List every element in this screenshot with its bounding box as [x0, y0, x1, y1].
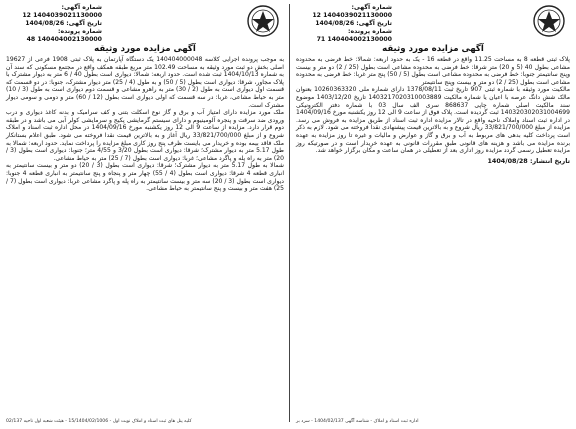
notice-number: شماره آگهی: 1404039021130000 12	[22, 4, 102, 19]
notice-title: آگهی مزایده مورد وثیقه	[382, 44, 484, 54]
notice-date: تاریخ آگهی: 1404/08/26	[25, 20, 102, 27]
emblem-icon	[532, 4, 566, 38]
notice-paragraph: شمالا به طول 5.17 متر به دیوار مشترک؛ شرقا: دیواری است بطول (3 / 20) دو متر و بیست سانتیمتر به انباری قطعه 4 شرقا: دیواری است بطول (4 / 55) چهار متر و پنجاه و پنج سانتیمتر به انباری قطعه 4 جنوبا: دیواری است بطول (3 / 20) سه متر و بیست سانتیمتر به راه پله و پاگرد مشاعی غربا: دیواری است بطول (7 / 25) هفت متر و بیست و پنج سانتیمتر به حیاط مشاعی.	[6, 162, 284, 193]
notice-date: تاریخ آگهی: 1404/08/26	[315, 20, 392, 27]
notice-body	[296, 56, 570, 155]
notice-paragraph: ملک مورد مزایده دارای امتیاز آب و برق و گاز نوع اسکلت بتنی و کف سرامیک و بدنه کاغذ دیواری و درب ورودی ضد سرقت و پنجره آلومینیوم و دارای سیستم گرمایشی پکیج و سرمایشی کولر آبی می باشد و در طبقه دوم قرار دارد. مزایده از ساعت 9 الی 12 روز یکشنبه مورخ 1404/09/16 در محل اداره ثبت اسناد و املاک شروع و از مبلغ 33/821/700/000 ریال آغاز و به بالاترین قیمت نقدا فروخته می شود. طبق اعلام بستانکار ملک فاقد بیمه بوده و خریدار می بایست ظرف پنج روز کاری مبلغ مزایده را پرداخت نماید. حدود اربعه: شمالا به طول 5.17 متر به دیوار مشترک؛ شرقا: دیواری است بطول 3/20 و 4/55 متر؛ جنوبا: دیواری است بطول (3 / 20) متر به راه پله و پاگرد مشاعی؛ غربا: دیواری است بطول (7 / 25) متر به حیاط مشاعی.	[6, 109, 284, 162]
notice-paragraph: به موجب پرونده اجرایی کلاسه 140404000048 یک دستگاه آپارتمان به پلاک ثبتی 1908 فرعی از 19627 اصلی بخش دو ثبت مورد وثیقه به مساحت 102.49 متر مربع طبقه همکف واقع در مجتمع مسکونی که سند آن به شماره 1404/10/13 ثبت شده است. حدود اربعه: شمالا: دیواری است بطول 40 / 6 متر به دیوار مشترک با پلاک مجاور، شرقا: دیواری است بطول (5 / 50) و به طول (4 / 25) متر دیوار مشترک، جنوبا: در دو قسمت که قسمت اول دیواری است به طول (2 / 30) متر به راهرو مشاعی و قسمت دوم دیواری است به طول (3 / 10) متر به حیاط مشاعی، غربا: در سه قسمت که اولی دیواری است بطول (12 / 60) متر و دومی و سومی دیوار مشترک است.	[6, 56, 285, 109]
case-number: شماره پرونده: 140404002130000 48	[26, 28, 102, 43]
notice-paragraph: پلاک ثبتی قطعه 8 به مساحت 11.25 واقع در قطعه 16 - یک به حدود اربعه: شمالا: خط فرضی به محدوده مشاعی بطول 40 (5 و 20) متر شرقا: خط فرضی به محدوده مشاعی است بطول (25 / 2) دو متر و بیست وپنج سانتیمتر جنوبا: خط فرضی به محدوده مشاعی است بطول (5 / 50) پنج متر غربا: خط فرضی به محدوده مشاعی است بطول (25 / 2) دو متر و بیست وپنج سانتیمتر	[296, 56, 570, 86]
notice-paragraph: مالکیت مورد وثیقه با شماره ثبتی 907 تاریخ ثبت 1378/08/11 دارای شماره ملی 10260363320 بعنوان مالک شش دانگ عرصه با اعیان یا شماره مالکیت 1403217020310003889 تاریخ 1403/12/20 موضوع سند مالکیت اصلی شماره چاپی 868637 سری الف سال 03 با شماره دفتر الکترونیکی 140320302031004699 ثبت گردیده است. پلاک فوق از ساعت 9 الی 12 روز یکشنبه مورخ 1404/09/16 در اداره ثبت اسناد واملاک ناحیه واقع در تالار مزایده اداره ثبت اسناد از طریق مزایده به فروش می رسد. مزایده از مبلغ 33/821/700/000 ریال شروع و به بالاترین قیمت پیشنهادی نقدا فروخته می شود. لازم به ذکر است پرداخت کلیه بدهی های مربوط به آب و برق و گاز و عوارض و مالیات و غیره تا روز مزایده به عهده برنده مزایده می باشد و هزینه های قانونی طبق مقررات قانونی به عهده خریدار است و در صورتیکه روز مزایده تعطیل رسمی گردد مزایده روز اداری بعد از تعطیلی در همان ساعت و مکان برگزار خواهد شد.	[296, 86, 571, 155]
notice-right	[292, 0, 576, 429]
notice-header	[6, 4, 284, 44]
emblem-icon	[246, 4, 280, 38]
notice-body	[6, 56, 284, 193]
notice-meta	[296, 4, 392, 44]
notice-title: آگهی مزایده مورد وثیقه	[94, 44, 196, 54]
notice-header	[296, 4, 570, 44]
column-divider	[289, 4, 290, 422]
notice-meta	[6, 4, 102, 44]
notice-footer: کلیه پنل های ثبت اسناد و املاک نوبت اول - 15/1404/02/1006 - هیئت شعبه اول ناحیه 02/137	[6, 419, 192, 424]
case-number: شماره پرونده: 140404002130000 71	[316, 28, 392, 43]
notice-number: شماره آگهی: 1404039021130000 12	[312, 4, 392, 19]
publish-date: تاریخ انتشار: 1404/08/28	[487, 156, 570, 165]
notice-footer: اداره ثبت اسناد و املاک - شناسه آگهی 1404/02/137 - سرد بر	[296, 419, 419, 424]
